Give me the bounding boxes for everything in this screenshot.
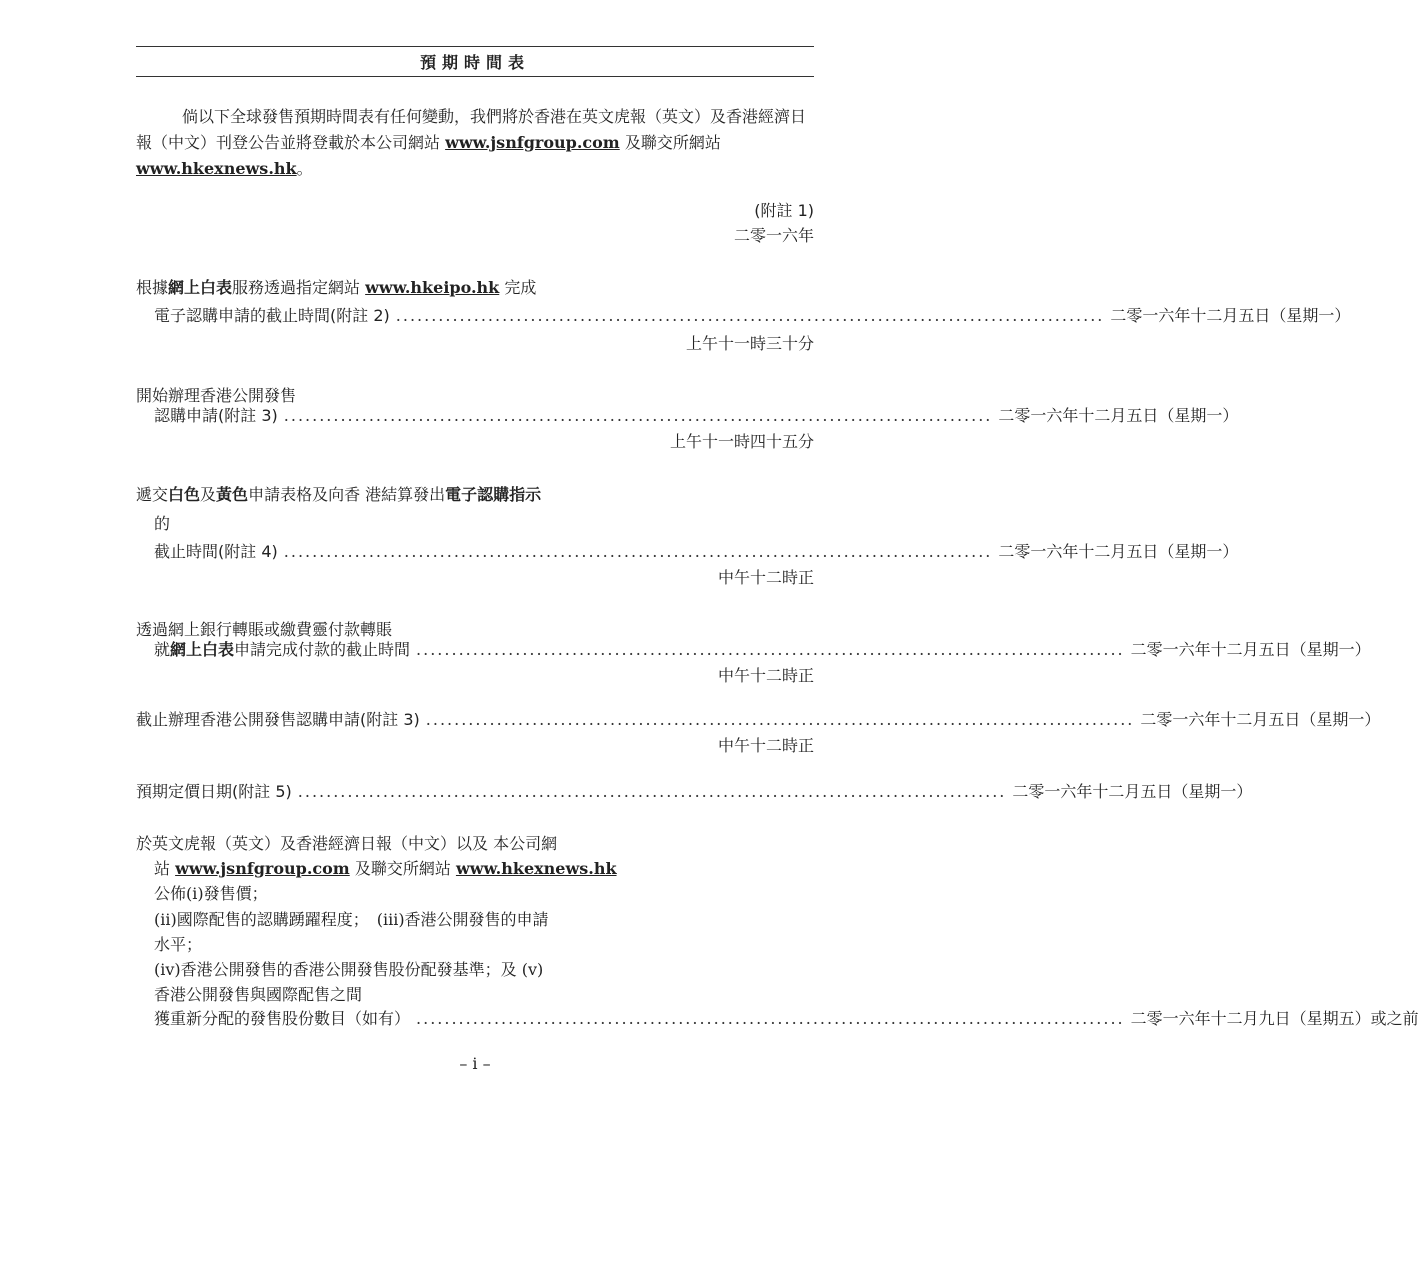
company-website-link[interactable]: www.jsnfgroup.com — [445, 133, 620, 152]
s7-date: 二零一六年十二月九日（星期五）或之前 — [1130, 1009, 1419, 1028]
s3-time: 中午十二時正 — [717, 568, 814, 587]
s2-schedule-line — [154, 403, 1239, 429]
page-title: 預期時間表 — [419, 53, 530, 72]
s3-schedule-line — [154, 539, 1239, 565]
s3-note: (附註 4) — [218, 542, 278, 561]
s2-date: 二零一六年十二月五日（星期一） — [998, 406, 1239, 425]
section-1-heading — [136, 275, 536, 301]
s3-heading-line2: 的 — [154, 514, 171, 533]
s7-line4: (ii)國際配售的認購踴躍程度； (iii)香港公開發售的申請 — [154, 910, 549, 929]
s3-white-form: 白色 — [168, 485, 201, 504]
intro-text-3: 。 — [296, 159, 313, 178]
s6-label: 預期定價日期(附註 5) — [136, 782, 292, 801]
s3-text-a: 遞交 — [136, 485, 169, 504]
s3-text-e: 申請表格及向香 港結算發出 — [248, 485, 446, 504]
s6-dot-leader: .................................................................................................... — [297, 782, 1007, 801]
s7-text-a: 站 — [154, 859, 171, 878]
s7-line7: 香港公開發售與國際配售之間 — [154, 985, 363, 1004]
s7-dot-leader: .................................................................................................... — [416, 1009, 1125, 1028]
page-number: – i – — [459, 1054, 491, 1073]
s6-note: (附註 5) — [232, 782, 292, 801]
s7-line3: 公佈(i)發售價； — [154, 884, 268, 903]
s3-yellow-form: 黃色 — [216, 485, 249, 504]
s7-text-b: 及聯交所網站 — [354, 859, 451, 878]
s1-dot-leader: .................................................................................................... — [395, 306, 1105, 325]
s7-line5: 水平； — [154, 935, 203, 954]
s7-line6: (iv)香港公開發售的香港公開發售股份配發基準；及 (v) — [154, 960, 544, 979]
intro-paragraph — [136, 104, 816, 182]
s5-note: (附註 3) — [360, 710, 420, 729]
header-rule-bottom — [136, 76, 814, 77]
s7-company-website-link[interactable]: www.jsnfgroup.com — [175, 859, 350, 878]
s4-date: 二零一六年十二月五日（星期一） — [1130, 640, 1371, 659]
s5-date: 二零一六年十二月五日（星期一） — [1140, 710, 1381, 729]
s4-dot-leader: .................................................................................................... — [416, 640, 1125, 659]
hkeipo-website-link[interactable]: www.hkeipo.hk — [365, 278, 500, 297]
s3-label: 截止時間(附註 4) — [154, 542, 278, 561]
intro-text-1: 倘以下全球發售預期時間表有任何變動，我們將於香港在英文虎報（英文）及香港經濟日報（中文）刊登公告並將登載於本公司網站 — [136, 107, 807, 152]
s3-dot-leader: .................................................................................................... — [283, 542, 993, 561]
s5-schedule-line — [136, 707, 1381, 733]
s1-time: 上午十一時三十分 — [685, 334, 814, 353]
s1-text-c: 服務透過指定網站 — [232, 278, 361, 297]
s5-dot-leader: .................................................................................................... — [425, 710, 1135, 729]
s2-heading: 開始辦理香港公開發售 — [136, 386, 297, 405]
s4-label: 就網上白表申請完成付款的截止時間 — [154, 640, 411, 659]
s4-white-form-eipo: 網上白表 — [170, 640, 235, 659]
s3-electronic-instructions: 電子認購指示 — [445, 485, 542, 504]
s7-schedule-line — [154, 1006, 1419, 1032]
s1-note: (附註 2) — [330, 306, 390, 325]
header-rule-top — [136, 46, 814, 47]
s1-white-form-eipo: 網上白表 — [168, 278, 233, 297]
s5-label: 截止辦理香港公開發售認購申請(附註 3) — [136, 710, 420, 729]
s7-hkex-website-link[interactable]: www.hkexnews.hk — [455, 859, 617, 878]
s3-date: 二零一六年十二月五日（星期一） — [998, 542, 1239, 561]
s1-date: 二零一六年十二月五日（星期一） — [1110, 306, 1351, 325]
s1-text-a: 根據 — [136, 278, 169, 297]
s2-label: 認購申請(附註 3) — [154, 406, 278, 425]
s4-schedule-line — [154, 637, 1371, 663]
s6-date: 二零一六年十二月五日（星期一） — [1012, 782, 1253, 801]
s2-note: (附註 3) — [218, 406, 278, 425]
intro-text-2: 及聯交所網站 — [624, 133, 721, 152]
s1-schedule-line — [154, 303, 1351, 329]
note-1-label: (附註 1) — [754, 201, 814, 220]
s7-label: 獲重新分配的發售股份數目（如有） — [154, 1009, 411, 1028]
s3-text-c: 及 — [200, 485, 217, 504]
s4-heading: 透過網上銀行轉賬或繳費靈付款轉賬 — [136, 620, 393, 639]
s5-time: 中午十二時正 — [717, 736, 814, 755]
s1-label: 電子認購申請的截止時間(附註 2) — [154, 306, 390, 325]
s4-time: 中午十二時正 — [717, 666, 814, 685]
hkex-website-link[interactable]: www.hkexnews.hk — [136, 159, 297, 178]
s7-line2 — [154, 856, 617, 882]
s1-text-d: 完成 — [504, 278, 537, 297]
s7-line1: 於英文虎報（英文）及香港經濟日報（中文）以及 本公司網 — [136, 834, 558, 853]
s2-time: 上午十一時四十五分 — [669, 432, 814, 451]
s3-heading — [136, 482, 541, 508]
s2-dot-leader: .................................................................................................... — [283, 406, 993, 425]
s6-schedule-line — [136, 779, 1253, 805]
year-heading: 二零一六年 — [733, 226, 814, 245]
